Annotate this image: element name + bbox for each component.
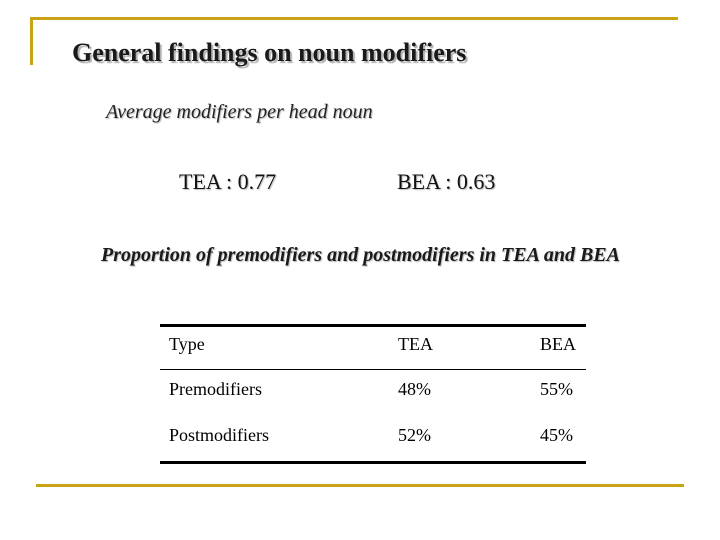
table-header-tea: TEA <box>398 334 433 354</box>
table-top-rule <box>160 324 586 327</box>
tea-average-stat: TEA : 0.77 <box>179 169 277 194</box>
frame-top-border <box>30 17 678 20</box>
proportion-heading: Proportion of premodifiers and postmodifiers in TEA and BEA <box>101 244 620 266</box>
slide-title: General findings on noun modifiers <box>72 38 467 67</box>
modifier-table <box>160 324 586 464</box>
table-header-type: Type <box>169 334 205 354</box>
table-header-rule <box>160 369 586 370</box>
frame-left-border <box>30 17 33 65</box>
table-bottom-rule <box>160 461 586 464</box>
table-row-postmodifiers-type: Postmodifiers <box>169 425 270 445</box>
frame-bottom-border <box>36 484 684 487</box>
table-row-postmodifiers-bea: 45% <box>540 425 573 445</box>
table-row-premodifiers-type: Premodifiers <box>169 379 262 399</box>
bea-average-stat: BEA : 0.63 <box>397 169 496 194</box>
table-row-premodifiers-tea: 48% <box>398 379 431 399</box>
table-row-postmodifiers-tea: 52% <box>398 425 431 445</box>
slide-subtitle: Average modifiers per head noun <box>106 101 373 123</box>
table-row-premodifiers-bea: 55% <box>540 379 573 399</box>
table-header-bea: BEA <box>540 334 576 354</box>
